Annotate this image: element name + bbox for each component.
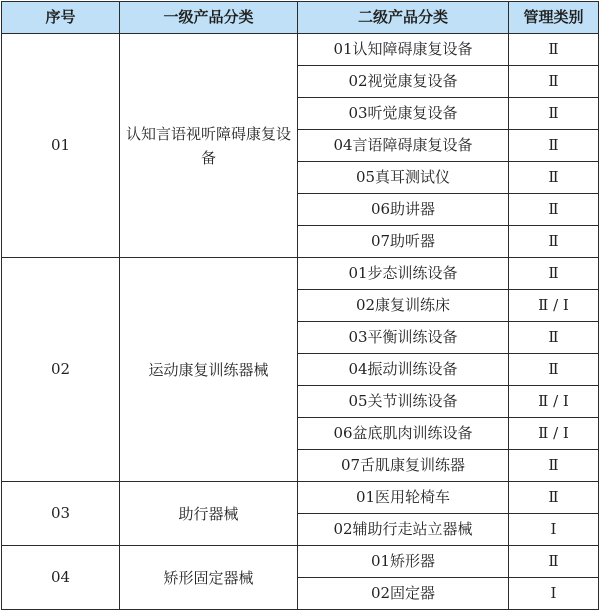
level2-item: 01矫形器 — [298, 546, 509, 578]
management-class: Ⅱ — [509, 34, 599, 66]
level2-item: 01医用轮椅车 — [298, 482, 509, 514]
group-no: 03 — [2, 482, 120, 546]
level2-item: 02视觉康复设备 — [298, 66, 509, 98]
management-class: Ⅰ — [509, 578, 599, 610]
management-class: Ⅱ / Ⅰ — [509, 386, 599, 418]
classification-table — [1, 1, 599, 610]
level2-item: 02康复训练床 — [298, 290, 509, 322]
header-row — [2, 2, 599, 34]
level2-item: 02固定器 — [298, 578, 509, 610]
level2-item: 05关节训练设备 — [298, 386, 509, 418]
level1-category: 认知言语视听障碍康复设备 — [120, 34, 298, 258]
table-row — [2, 34, 599, 66]
management-class: Ⅱ — [509, 194, 599, 226]
level2-item: 01步态训练设备 — [298, 258, 509, 290]
level2-item: 07舌肌康复训练器 — [298, 450, 509, 482]
level2-item: 04言语障碍康复设备 — [298, 130, 509, 162]
table-row — [2, 482, 599, 514]
management-class: Ⅱ — [509, 226, 599, 258]
management-class: Ⅰ — [509, 514, 599, 546]
header-no: 序号 — [2, 2, 120, 34]
level2-item: 06助讲器 — [298, 194, 509, 226]
header-level2: 二级产品分类 — [298, 2, 509, 34]
level1-category: 助行器械 — [120, 482, 298, 546]
management-class: Ⅱ — [509, 450, 599, 482]
management-class: Ⅱ — [509, 162, 599, 194]
management-class: Ⅱ — [509, 482, 599, 514]
level2-item: 03听觉康复设备 — [298, 98, 509, 130]
level2-item: 07助听器 — [298, 226, 509, 258]
management-class: Ⅱ — [509, 98, 599, 130]
management-class: Ⅱ — [509, 354, 599, 386]
level1-category: 运动康复训练器械 — [120, 258, 298, 482]
management-class: Ⅱ — [509, 258, 599, 290]
level2-item: 03平衡训练设备 — [298, 322, 509, 354]
group-no: 02 — [2, 258, 120, 482]
management-class: Ⅱ — [509, 322, 599, 354]
level1-category: 矫形固定器械 — [120, 546, 298, 610]
level2-item: 02辅助行走站立器械 — [298, 514, 509, 546]
table-row — [2, 546, 599, 578]
group-no: 01 — [2, 34, 120, 258]
table-row — [2, 258, 599, 290]
management-class: Ⅱ — [509, 66, 599, 98]
management-class: Ⅱ — [509, 546, 599, 578]
management-class: Ⅱ / Ⅰ — [509, 418, 599, 450]
level2-item: 04振动训练设备 — [298, 354, 509, 386]
level2-item: 05真耳测试仪 — [298, 162, 509, 194]
management-class: Ⅱ / Ⅰ — [509, 290, 599, 322]
level2-item: 06盆底肌肉训练设备 — [298, 418, 509, 450]
management-class: Ⅱ — [509, 130, 599, 162]
header-class: 管理类别 — [509, 2, 599, 34]
group-no: 04 — [2, 546, 120, 610]
level2-item: 01认知障碍康复设备 — [298, 34, 509, 66]
header-level1: 一级产品分类 — [120, 2, 298, 34]
